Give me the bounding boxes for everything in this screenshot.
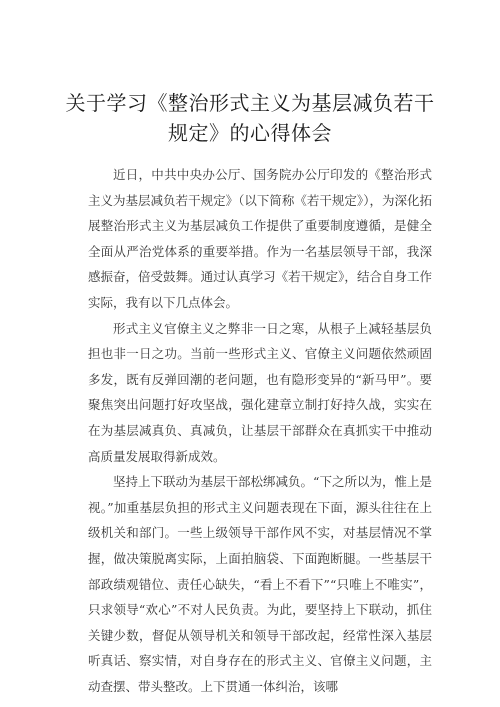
paragraph-3: 坚持上下联动为基层干部松绑减负。“下之所以为，惟上是视。”加重基层负担的形式主义问题表现在下面，源头往往在上级机关和部门。一些上级领导干部作风不实，对基层情况不掌握，做决策脱离实际，上面拍脑袋、下面跑断腿。一些基层干部政绩观错位、责任心缺失，“看上不看下”“只唯上不唯实”，只求领导“欢心”不对人民负责。为此，要坚持上下联动，抓住关键少数，督促从领导机关和领导干部改起，经常性深入基层听真话、察实情，对自身存在的形式主义、官僚主义问题，主动查摆、带头整改。上下贯通一体纠治，该哪 <box>88 474 432 694</box>
document-title: 关于学习《整治形式主义为基层减负若干规定》的心得体会 <box>65 91 435 145</box>
paragraph-2: 形式主义官僚主义之弊非一日之寒，从根子上减轻基层负担也非一日之功。当前一些形式主义、官僚主义问题依然顽固多发，既有反弹回潮的老问题，也有隐形变异的“新马甲”。要聚焦突出问题打好攻坚战，强化建章立制打好持久战，实实在在为基层减真负、真减负，让基层干部群众在真抓实干中推动高质量发展取得新成效。 <box>88 320 432 464</box>
document-body <box>88 162 432 699</box>
paragraph-1: 近日，中共中央办公厅、国务院办公厅印发的《整治形式主义为基层减负若干规定》（以下简称《若干规定》），为深化拓展整治形式主义为基层减负工作提供了重要制度遵循，是健全全面从严治党体系的重要举措。作为一名基层领导干部，我深感振奋，倍受鼓舞。通过认真学习《若干规定》，结合自身工作实际，我有以下几点体会。 <box>88 167 432 310</box>
